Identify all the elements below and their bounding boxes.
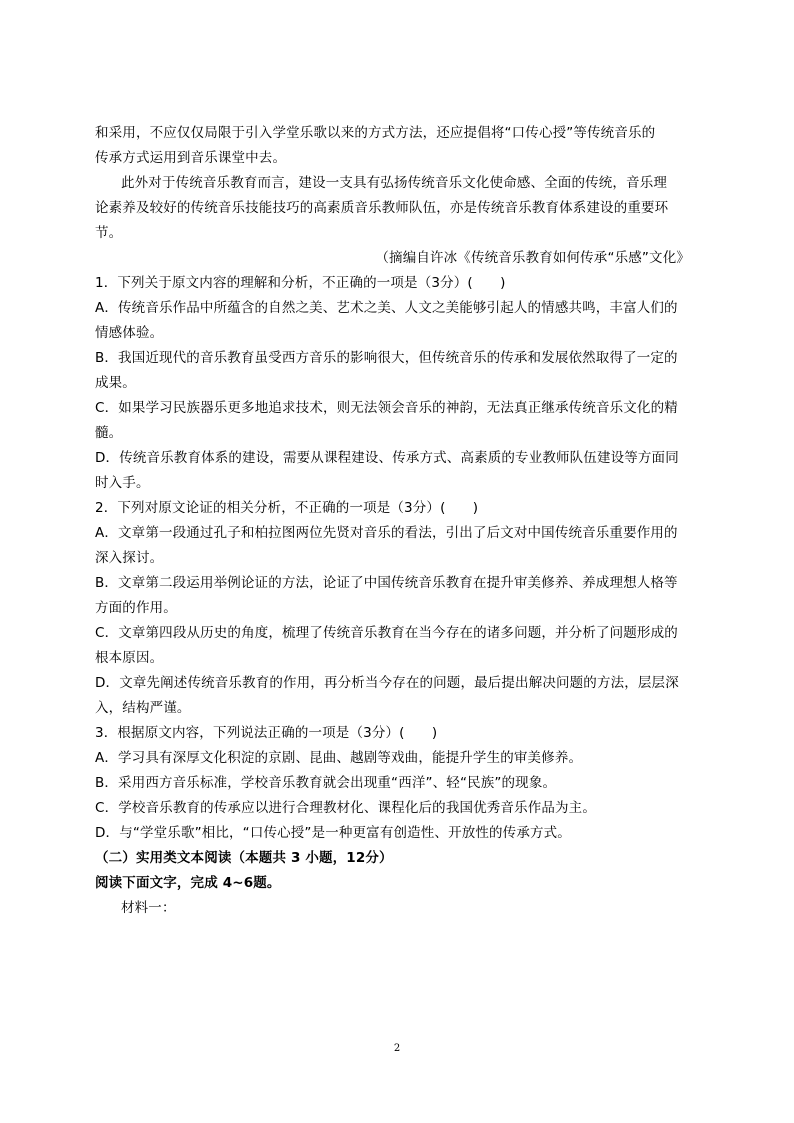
q1-option-b-cont: 成果。 bbox=[95, 375, 136, 391]
q1-option-c: C．如果学习民族器乐更多地追求技术，则无法领会音乐的神韵，无法真正继承传统音乐文化的精 bbox=[95, 400, 678, 416]
question-2: 2．下列对原文论证的相关分析，不正确的一项是（3分）( ) bbox=[95, 500, 479, 516]
q1-option-b: B．我国近现代的音乐教育虽受西方音乐的影响很大，但传统音乐的传承和发展依然取得了一定的 bbox=[95, 350, 678, 366]
text-line: 和采用，不应仅仅局限于引入学堂乐歌以来的方式方法，还应提倡将“口传心授”等传统音乐的 bbox=[95, 125, 656, 141]
text-line: 此外对于传统音乐教育而言，建设一支具有弘扬传统音乐文化使命感、全面的传统，音乐理 bbox=[121, 175, 667, 191]
q2-option-c: C．文章第四段从历史的角度，梳理了传统音乐教育在当今存在的诸多问题，并分析了问题形成的 bbox=[95, 625, 678, 641]
source-citation: （摘编自许冰《传统音乐教育如何传承“乐感”文化》 bbox=[375, 250, 690, 266]
q2-option-b: B．文章第二段运用举例论证的方法，论证了中国传统音乐教育在提升审美修养、养成理想人格等 bbox=[95, 575, 678, 591]
q2-option-c-cont: 根本原因。 bbox=[95, 650, 164, 666]
section-instruction: 阅读下面文字，完成 4~6题。 bbox=[95, 875, 281, 891]
text-line: 节。 bbox=[95, 225, 123, 241]
q1-option-d-cont: 时入手。 bbox=[95, 475, 150, 491]
q3-option-c: C．学校音乐教育的传承应以进行合理教材化、课程化后的我国优秀音乐作品为主。 bbox=[95, 800, 596, 816]
question-3: 3．根据原文内容，下列说法正确的一项是（3分）( ) bbox=[95, 725, 438, 741]
q1-option-d: D．传统音乐教育体系的建设，需要从课程建设、传承方式、高素质的专业教师队伍建设等方面同 bbox=[95, 450, 679, 466]
material-label: 材料一： bbox=[121, 900, 176, 916]
text-line: 传承方式运用到音乐课堂中去。 bbox=[95, 150, 287, 166]
q2-option-a-cont: 深入探讨。 bbox=[95, 550, 164, 566]
section-heading: （二）实用类文本阅读（本题共 3 小题，12分） bbox=[95, 850, 393, 866]
question-1: 1．下列关于原文内容的理解和分析，不正确的一项是（3分）( ) bbox=[95, 275, 506, 291]
q3-option-b: B．采用西方音乐标准，学校音乐教育就会出现重“西洋”、轻“民族”的现象。 bbox=[95, 775, 557, 791]
q2-option-d: D．文章先阐述传统音乐教育的作用，再分析当今存在的问题，最后提出解决问题的方法，层层深 bbox=[95, 675, 679, 691]
text-line: 论素养及较好的传统音乐技能技巧的高素质音乐教师队伍，亦是传统音乐教育体系建设的重要环 bbox=[95, 200, 669, 216]
q3-option-a: A．学习具有深厚文化积淀的京剧、昆曲、越剧等戏曲，能提升学生的审美修养。 bbox=[95, 750, 583, 766]
q1-option-c-cont: 髓。 bbox=[95, 425, 123, 441]
q3-option-d: D．与“学堂乐歌”相比，“口传心授”是一种更富有创造性、开放性的传承方式。 bbox=[95, 825, 571, 841]
q1-option-a-cont: 情感体验。 bbox=[95, 325, 164, 341]
q2-option-a: A．文章第一段通过孔子和柏拉图两位先贤对音乐的看法，引出了后文对中国传统音乐重要作用的 bbox=[95, 525, 678, 541]
q2-option-d-cont: 入，结构严谨。 bbox=[95, 700, 191, 716]
page-number: 2 bbox=[393, 1043, 401, 1054]
q2-option-b-cont: 方面的作用。 bbox=[95, 600, 177, 616]
q1-option-a: A．传统音乐作品中所蕴含的自然之美、艺术之美、人文之美能够引起人的情感共鸣，丰富人们的 bbox=[95, 300, 678, 316]
